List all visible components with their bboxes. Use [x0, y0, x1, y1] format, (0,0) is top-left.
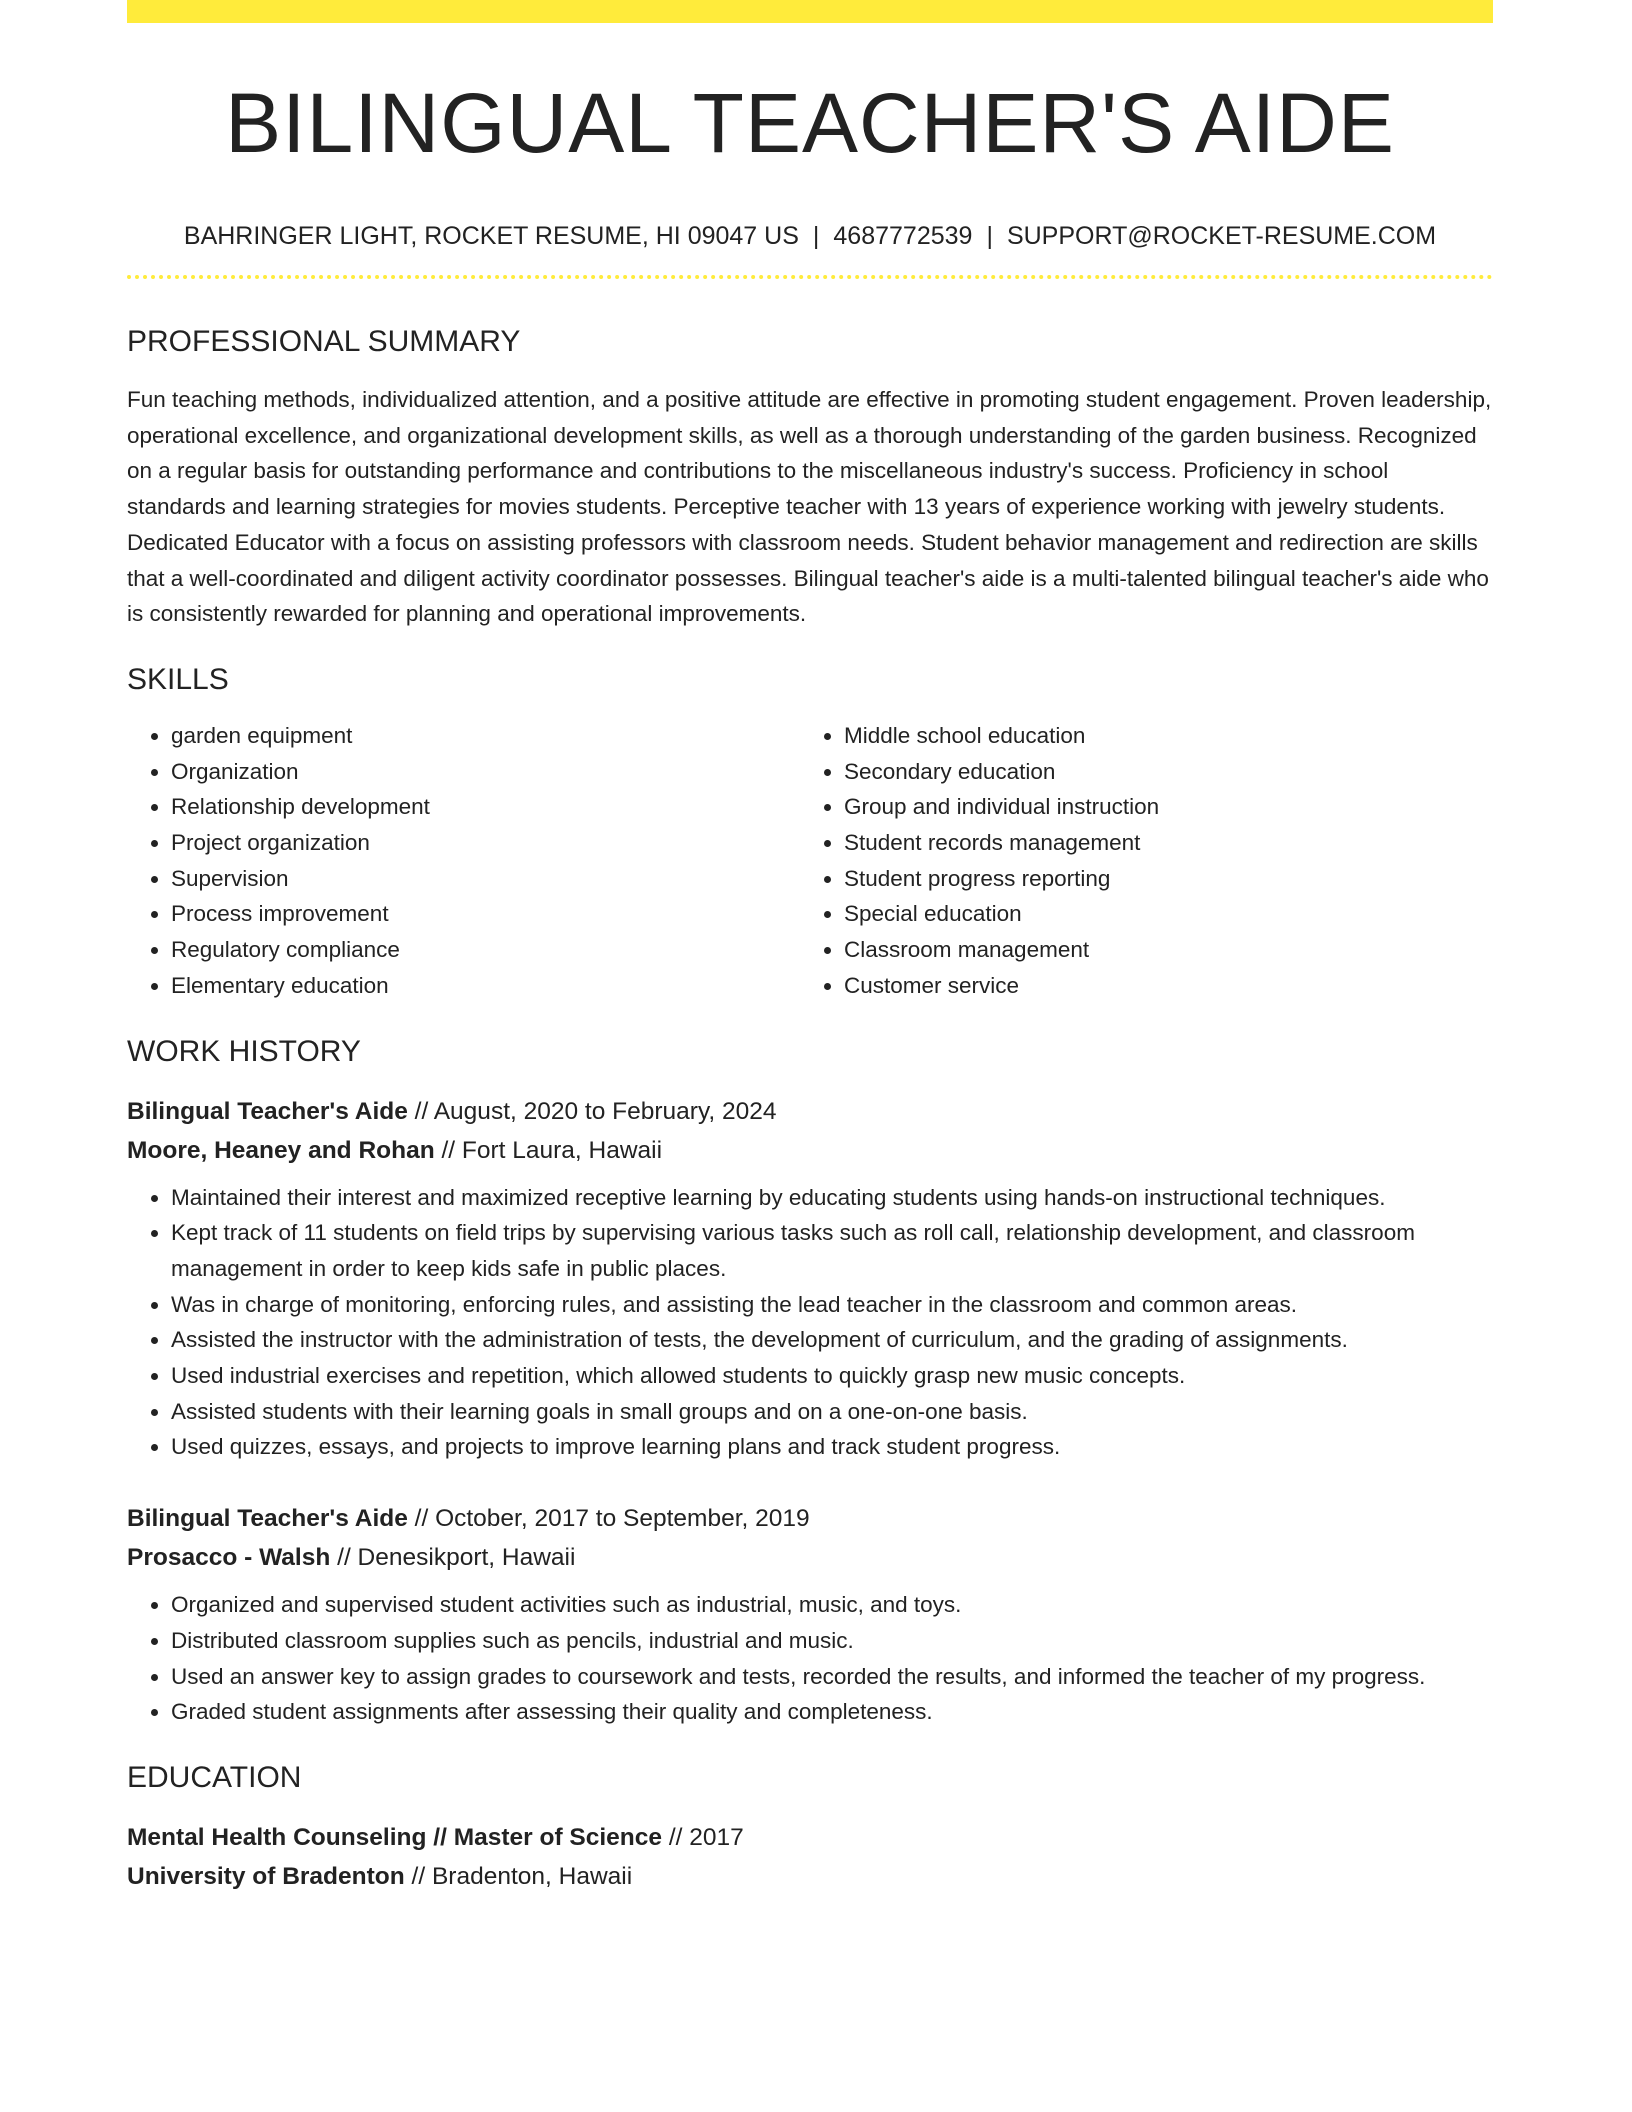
education-school: University of Bradenton: [127, 1862, 405, 1890]
skills-column-left: [127, 718, 800, 1004]
skill-item: • Special education: [844, 896, 1473, 932]
job-location: // Denesikport, Hawaii: [330, 1544, 576, 1572]
duty-item: • Assisted students with their learning goals in small groups and on a one-on-one basis.: [171, 1394, 1493, 1430]
contact-email: SUPPORT@ROCKET-RESUME.COM: [1006, 222, 1437, 250]
job-duties: [127, 1180, 1493, 1466]
education-year: // 2017: [662, 1823, 744, 1851]
job-role: Bilingual Teacher's Aide: [127, 1505, 408, 1533]
education-entry: [127, 1818, 1493, 1896]
job-entry: [127, 1092, 1493, 1466]
education-heading: EDUCATION: [127, 1760, 302, 1794]
skill-item: • Elementary education: [171, 968, 800, 1004]
job-dates: // August, 2020 to February, 2024: [407, 1097, 777, 1125]
job-title-line: [127, 1499, 1493, 1538]
skill-item: • garden equipment: [171, 718, 800, 754]
duty-item: • Graded student assignments after assessing their quality and completeness.: [171, 1694, 1493, 1730]
job-entry: [127, 1499, 1493, 1730]
resume-page: [127, 0, 1493, 1896]
job-company-line: [127, 1538, 1493, 1577]
skill-item: • Middle school education: [844, 718, 1473, 754]
skill-item: • Classroom management: [844, 932, 1473, 968]
job-company: Prosacco - Walsh: [127, 1544, 331, 1572]
duty-item: • Maintained their interest and maximized receptive learning by educating students using hands-on instructional techniques.: [171, 1180, 1493, 1216]
contact-phone: 4687772539: [833, 222, 973, 250]
skills-heading: SKILLS: [127, 662, 229, 696]
skill-item: • Project organization: [171, 825, 800, 861]
resume-title: BILINGUAL TEACHER'S AIDE: [225, 76, 1395, 170]
skill-item: • Secondary education: [844, 754, 1473, 790]
duty-item: • Assisted the instructor with the administration of tests, the development of curriculum, and the grading of assignments.: [171, 1322, 1493, 1358]
duty-item: • Used an answer key to assign grades to coursework and tests, recorded the results, and informed the teacher of my progress.: [171, 1659, 1493, 1695]
job-title-line: [127, 1092, 1493, 1131]
skill-item: • Organization: [171, 754, 800, 790]
contact-separator: |: [812, 222, 820, 250]
summary-text: Fun teaching methods, individualized attention, and a positive attitude are effective in promoting student engagement. Proven leadership, operational excellence, and organizational development skills, as well as a thorough understanding of the garden business. Recognized on a regular basis for outstanding performance and contributions to the miscellaneous industry's success. Proficiency in school standards and learning strategies for movies students. Perceptive teacher with 13 years of experience working with jewelry students. Dedicated Educator with a focus on assisting professors with classroom needs. Student behavior management and redirection are skills that a well-coordinated and diligent activity coordinator possesses. Bilingual teacher's aide is a multi-talented bilingual teacher's aide who is consistently rewarded for planning and operational improvements.: [127, 387, 1492, 627]
skill-item: • Customer service: [844, 968, 1473, 1004]
skill-item: • Process improvement: [171, 896, 800, 932]
education-school-line: [127, 1857, 1493, 1896]
job-duties: [127, 1587, 1493, 1730]
skill-item: • Student progress reporting: [844, 861, 1473, 897]
duty-item: • Organized and supervised student activities such as industrial, music, and toys.: [171, 1587, 1493, 1623]
contact-line: [127, 221, 1493, 251]
duty-item: • Kept track of 11 students on field trips by supervising various tasks such as roll call, relationship development, and classroom management in order to keep kids safe in public places.: [171, 1215, 1493, 1286]
skill-item: • Relationship development: [171, 789, 800, 825]
work-history-heading: WORK HISTORY: [127, 1034, 361, 1068]
duty-item: • Distributed classroom supplies such as pencils, industrial and music.: [171, 1623, 1493, 1659]
education-degree-line: [127, 1818, 1493, 1857]
contact-address: BAHRINGER LIGHT, ROCKET RESUME, HI 09047 US: [183, 222, 799, 250]
job-company: Moore, Heaney and Rohan: [127, 1136, 435, 1164]
skill-item: • Group and individual instruction: [844, 789, 1473, 825]
skill-item: • Student records management: [844, 825, 1473, 861]
top-accent-bar: [127, 0, 1493, 23]
skills-list: [127, 718, 1493, 1004]
skills-column-right: [800, 718, 1473, 1004]
duty-item: • Used industrial exercises and repetition, which allowed students to quickly grasp new music concepts.: [171, 1358, 1493, 1394]
summary-heading: PROFESSIONAL SUMMARY: [127, 325, 521, 358]
duty-item: • Was in charge of monitoring, enforcing rules, and assisting the lead teacher in the classroom and common areas.: [171, 1287, 1493, 1323]
job-dates: // October, 2017 to September, 2019: [407, 1505, 810, 1533]
education-degree: Mental Health Counseling // Master of Science: [127, 1823, 663, 1851]
contact-separator: |: [986, 222, 993, 250]
skill-item: • Supervision: [171, 861, 800, 897]
job-company-line: [127, 1131, 1493, 1170]
job-role: Bilingual Teacher's Aide: [127, 1097, 408, 1125]
job-location: // Fort Laura, Hawaii: [434, 1136, 663, 1164]
header-divider: [127, 275, 1493, 279]
education-location: // Bradenton, Hawaii: [404, 1862, 633, 1890]
skill-item: • Regulatory compliance: [171, 932, 800, 968]
duty-item: • Used quizzes, essays, and projects to improve learning plans and track student progress.: [171, 1429, 1493, 1465]
